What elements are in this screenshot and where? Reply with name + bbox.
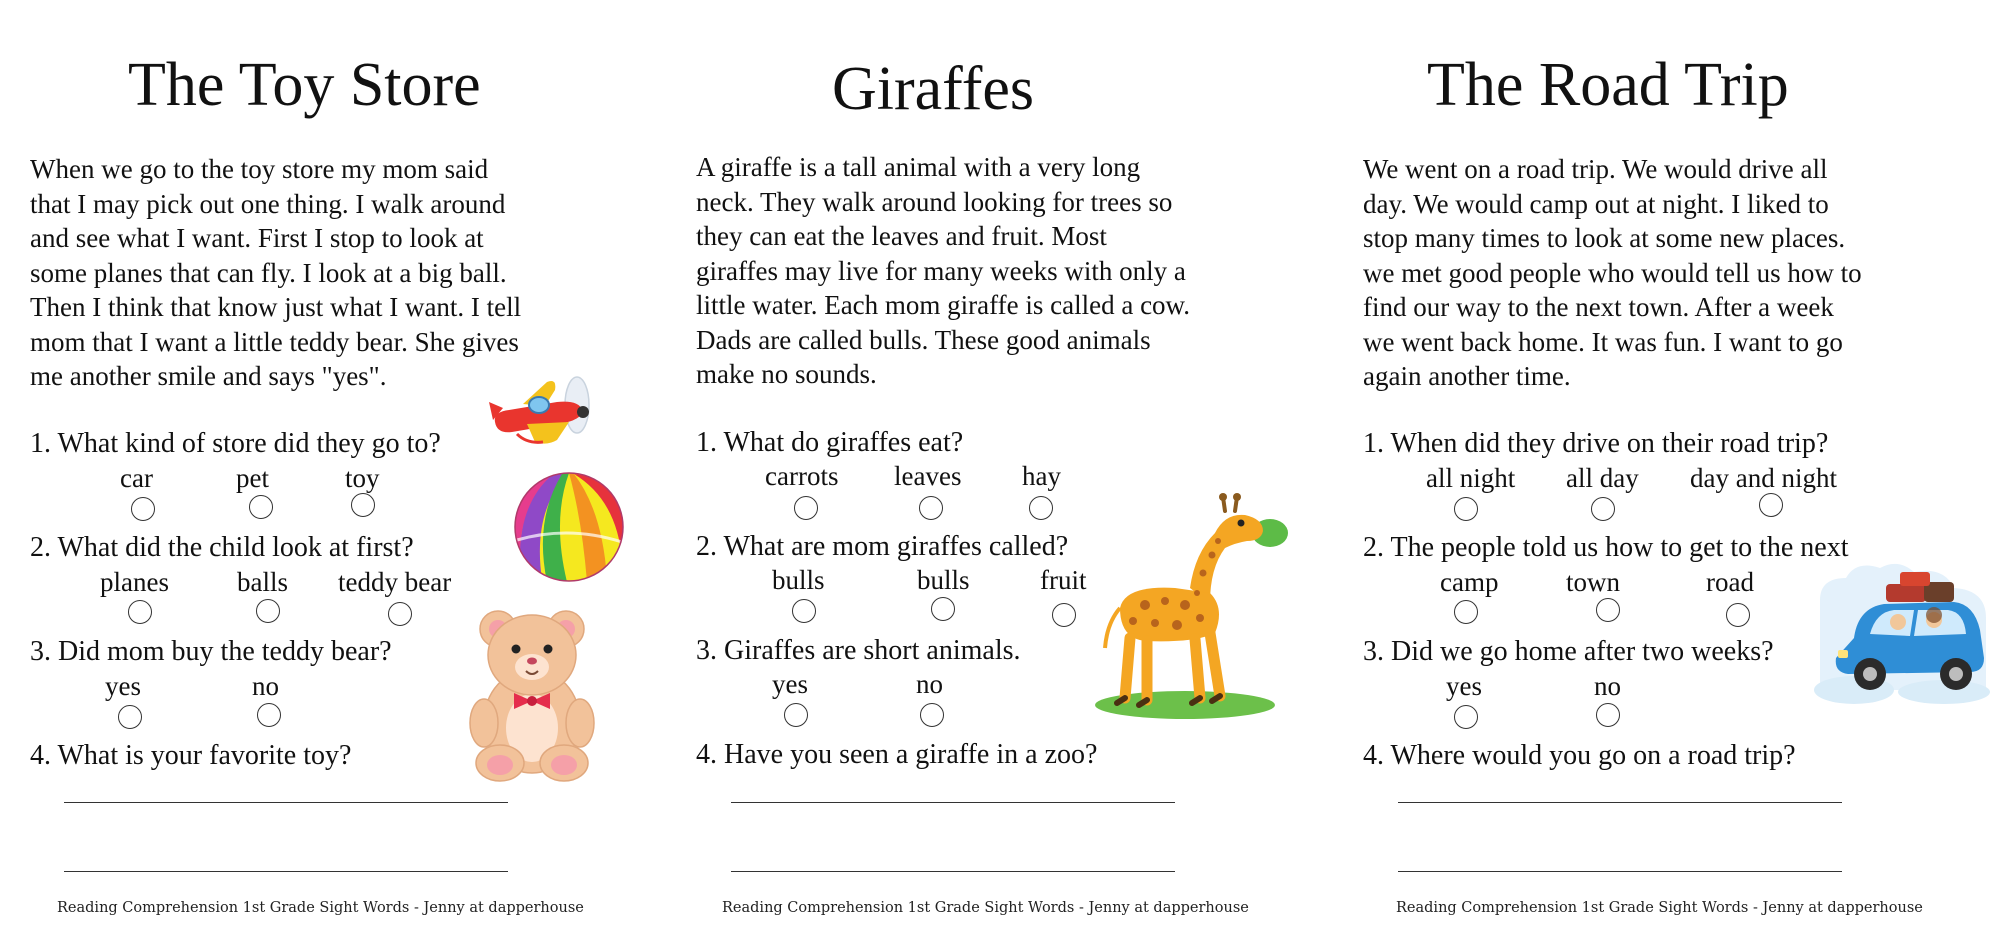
question-1: 1. What kind of store did they go to?	[30, 428, 441, 459]
footer-credit: Reading Comprehension 1st Grade Sight Words - Jenny at dapperhouse	[722, 900, 1249, 916]
option-label: yes	[105, 671, 141, 701]
option-label: all day	[1566, 463, 1639, 493]
story-line: some planes that can fly. I look at a big ball.	[30, 257, 507, 288]
option-label: all night	[1426, 463, 1516, 493]
answer-radio[interactable]	[1726, 603, 1750, 627]
answer-line[interactable]	[1398, 871, 1842, 872]
answer-line[interactable]	[64, 802, 508, 803]
answer-radio[interactable]	[249, 495, 273, 519]
option-label: yes	[772, 669, 808, 699]
option-label: day and night	[1690, 463, 1837, 493]
question-3: 3. Did mom buy the teddy bear?	[30, 636, 392, 667]
story-line: Dads are called bulls. These good animals	[696, 324, 1151, 355]
answer-radio[interactable]	[118, 705, 142, 729]
beach-ball-icon	[512, 470, 627, 585]
question-2: 2. The people told us how to get to the next	[1363, 532, 1849, 563]
giraffe-icon	[1085, 493, 1295, 723]
option-label: leaves	[894, 461, 962, 491]
question-3: 3. Did we go home after two weeks?	[1363, 636, 1774, 667]
option-label: balls	[237, 567, 288, 597]
answer-radio[interactable]	[1029, 496, 1053, 520]
question-1: 1. What do giraffes eat?	[696, 427, 964, 458]
option-label: no	[252, 671, 279, 701]
option-label: car	[120, 463, 153, 493]
footer-credit: Reading Comprehension 1st Grade Sight Words - Jenny at dapperhouse	[1396, 900, 1923, 916]
story-paragraph	[696, 150, 1190, 392]
option-label: toy	[345, 463, 380, 493]
story-line: stop many times to look at some new places.	[1363, 223, 1846, 253]
question-1: 1. When did they drive on their road trip?	[1363, 428, 1829, 459]
answer-radio[interactable]	[1454, 600, 1478, 624]
option-label: no	[916, 669, 943, 699]
story-line: again another time.	[1363, 361, 1571, 391]
answer-radio[interactable]	[351, 493, 375, 517]
answer-radio[interactable]	[388, 602, 412, 626]
answer-radio[interactable]	[1591, 497, 1615, 521]
worksheet-toy-store	[0, 0, 666, 940]
question-4: 4. What is your favorite toy?	[30, 740, 352, 771]
answer-radio[interactable]	[257, 703, 281, 727]
option-label: bulls	[772, 565, 825, 595]
story-line: make no sounds.	[696, 359, 877, 389]
story-line: that I may pick out one thing. I walk around	[30, 188, 506, 219]
answer-radio[interactable]	[1596, 598, 1620, 622]
story-line: we met good people who would tell us how to	[1363, 257, 1862, 288]
story-line: Then I think that know just what I want. I tell	[30, 292, 522, 322]
option-label: road	[1706, 567, 1754, 597]
car-trip-icon	[1814, 560, 1990, 710]
answer-radio[interactable]	[131, 497, 155, 521]
answer-radio[interactable]	[1052, 603, 1076, 627]
story-paragraph	[30, 152, 521, 394]
story-line: little water. Each mom giraffe is called a cow.	[696, 290, 1191, 320]
option-label: yes	[1446, 671, 1482, 701]
worksheet-title: The Road Trip	[1427, 51, 1789, 119]
worksheet-title: Giraffes	[832, 55, 1034, 123]
option-label: planes	[100, 567, 169, 597]
answer-radio[interactable]	[794, 496, 818, 520]
story-line: neck. They walk around looking for trees so	[696, 186, 1173, 217]
answer-radio[interactable]	[1454, 497, 1478, 521]
option-label: pet	[236, 463, 269, 493]
story-line: A giraffe is a tall animal with a very long	[696, 152, 1141, 182]
answer-radio[interactable]	[920, 703, 944, 727]
option-label: camp	[1440, 567, 1499, 597]
option-label: hay	[1022, 461, 1061, 491]
story-line: giraffes may live for many weeks with only a	[696, 255, 1186, 286]
question-2: 2. What are mom giraffes called?	[696, 531, 1069, 562]
option-label: bulls	[917, 565, 970, 595]
footer-credit: Reading Comprehension 1st Grade Sight Words - Jenny at dapperhouse	[57, 900, 584, 916]
option-label: fruit	[1040, 565, 1087, 595]
question-4: 4. Have you seen a giraffe in a zoo?	[696, 739, 1098, 770]
story-line: We went on a road trip. We would drive all	[1363, 154, 1828, 184]
airplane-icon	[487, 372, 617, 452]
question-3: 3. Giraffes are short animals.	[696, 635, 1021, 666]
story-line: day. We would camp out at night. I liked to	[1363, 188, 1829, 219]
story-paragraph	[1363, 152, 1862, 394]
answer-radio[interactable]	[931, 597, 955, 621]
answer-line[interactable]	[1398, 802, 1842, 803]
option-label: no	[1594, 671, 1621, 701]
story-line: and see what I want. First I stop to look at	[30, 223, 484, 253]
option-label: carrots	[765, 461, 839, 491]
worksheet-giraffes	[667, 0, 1333, 940]
story-line: me another smile and says "yes".	[30, 361, 387, 391]
worksheet-road-trip	[1334, 0, 2000, 940]
option-label: town	[1566, 567, 1620, 597]
answer-line[interactable]	[64, 871, 508, 872]
answer-radio[interactable]	[1596, 703, 1620, 727]
story-line: When we go to the toy store my mom said	[30, 154, 489, 184]
answer-radio[interactable]	[256, 599, 280, 623]
answer-radio[interactable]	[792, 599, 816, 623]
teddy-bear-icon	[468, 603, 598, 783]
answer-radio[interactable]	[1759, 493, 1783, 517]
story-line: mom that I want a little teddy bear. She gives	[30, 326, 519, 357]
question-2: 2. What did the child look at first?	[30, 532, 414, 563]
question-4: 4. Where would you go on a road trip?	[1363, 740, 1796, 771]
answer-radio[interactable]	[919, 496, 943, 520]
story-line: we went back home. It was fun. I want to go	[1363, 326, 1843, 357]
option-label: teddy bear	[338, 567, 452, 597]
answer-radio[interactable]	[784, 703, 808, 727]
worksheet-title: The Toy Store	[128, 51, 481, 119]
answer-line[interactable]	[731, 871, 1175, 872]
story-line: they can eat the leaves and fruit. Most	[696, 221, 1107, 251]
answer-line[interactable]	[731, 802, 1175, 803]
answer-radio[interactable]	[128, 600, 152, 624]
story-line: find our way to the next town. After a week	[1363, 292, 1834, 322]
answer-radio[interactable]	[1454, 705, 1478, 729]
